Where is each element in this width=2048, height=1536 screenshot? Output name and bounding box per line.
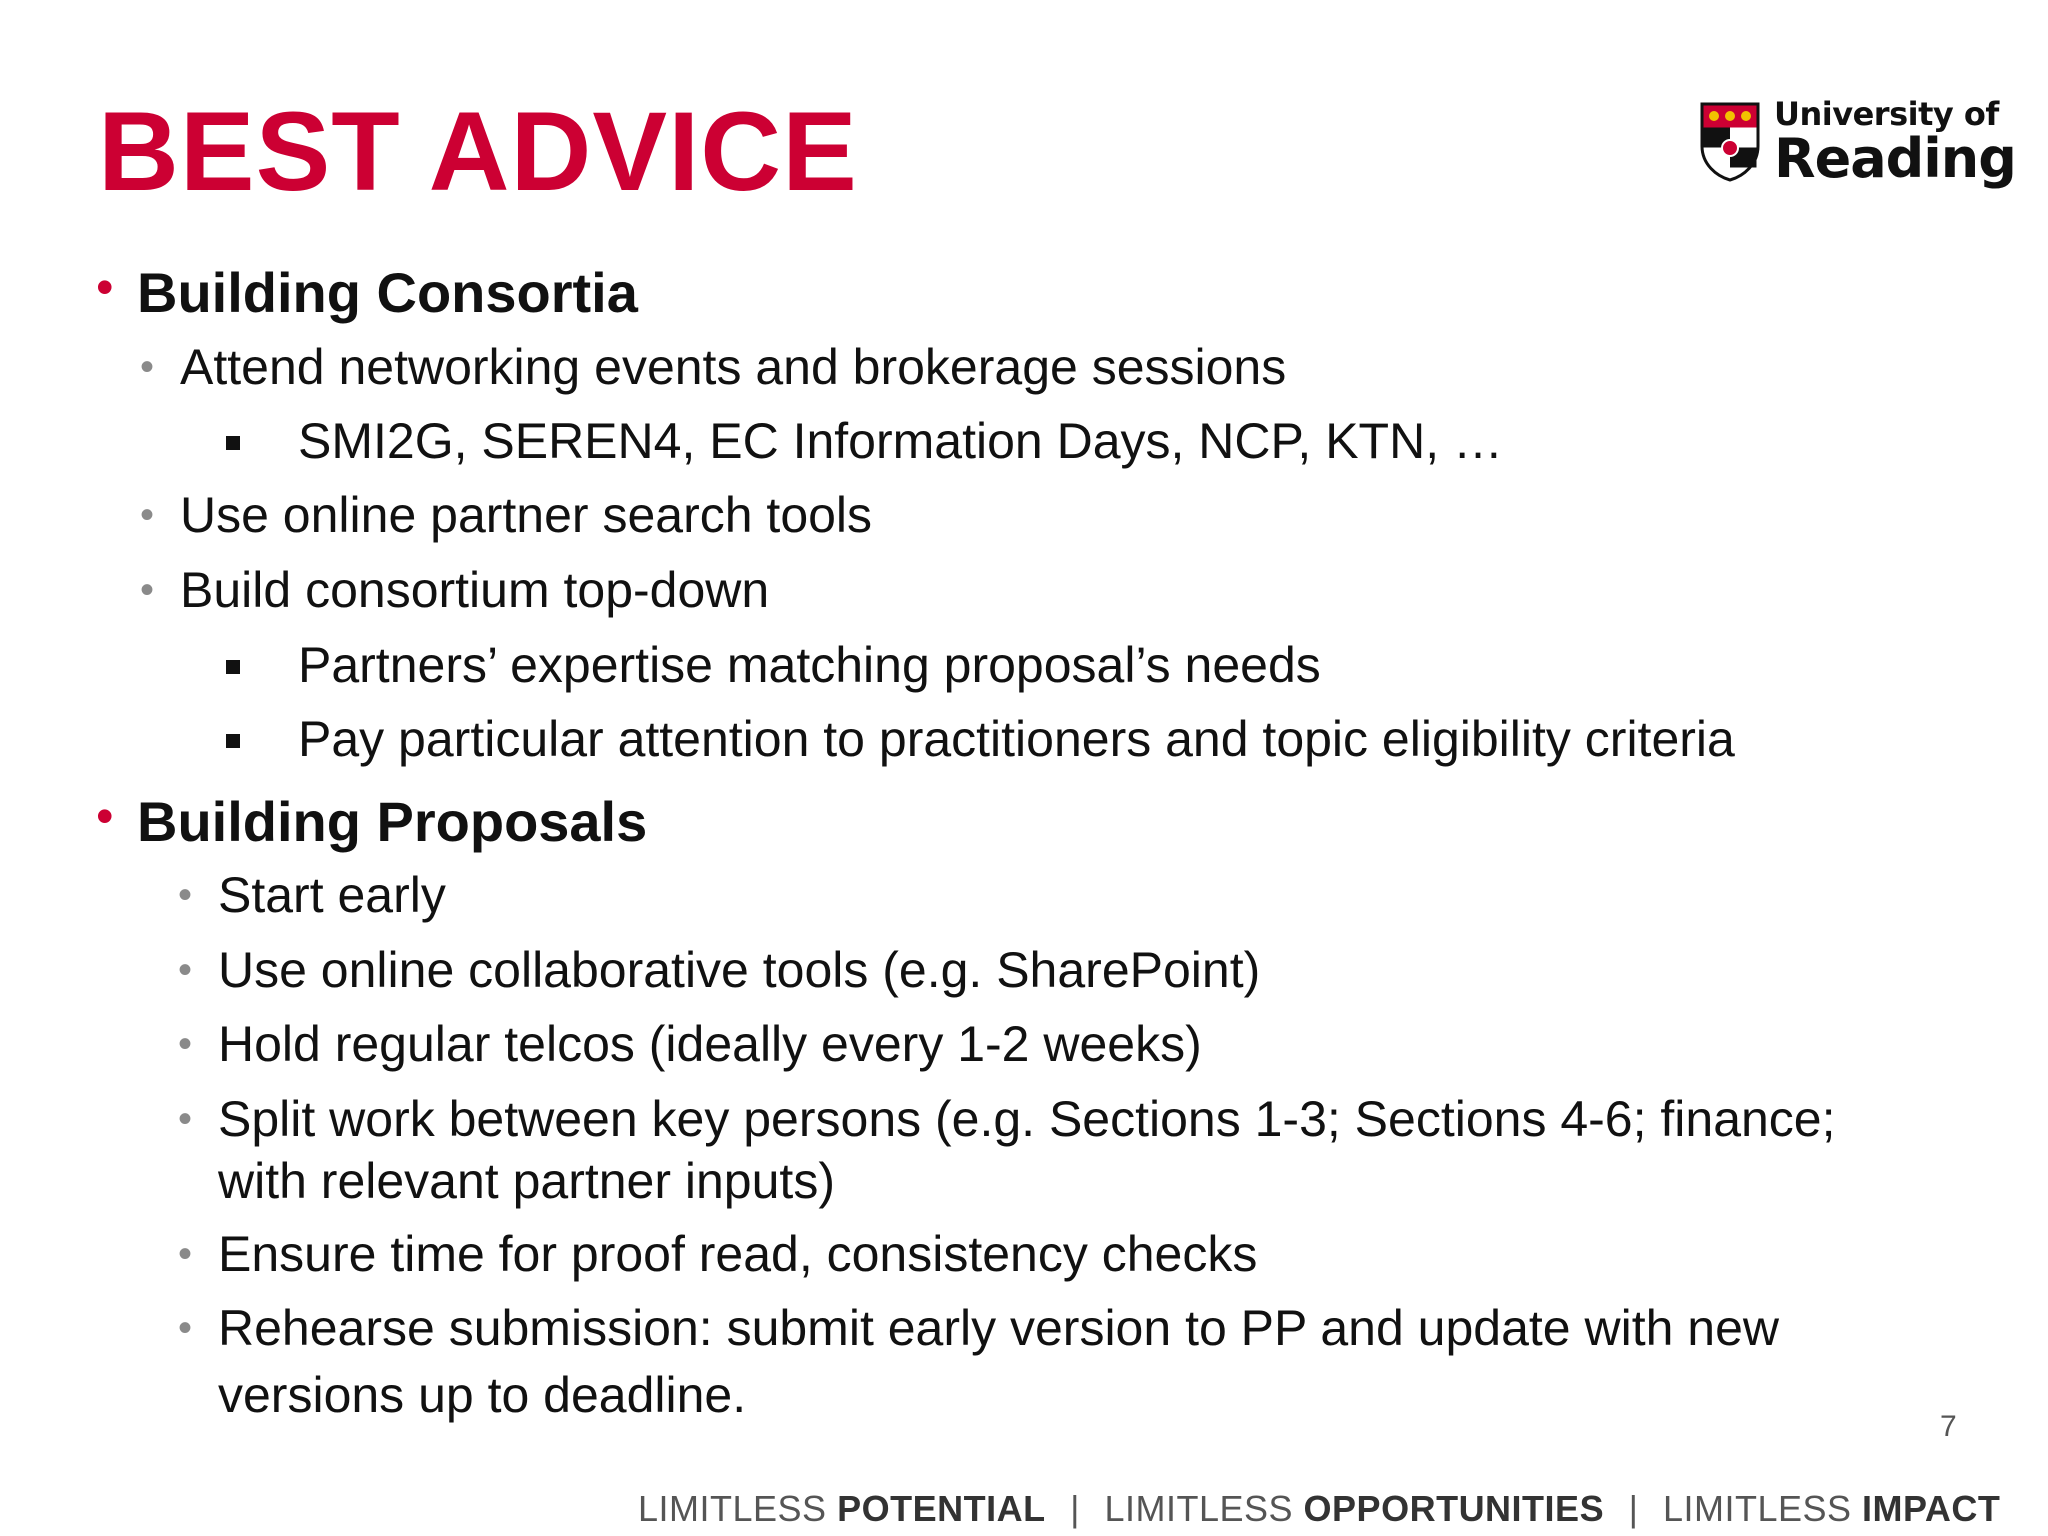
bullet-icon: • <box>178 948 193 992</box>
bullet-icon: • <box>140 568 155 612</box>
bullet-icon: • <box>178 873 193 917</box>
crest-icon <box>1700 102 1760 182</box>
list-item: Hold regular telcos (ideally every 1-2 weeks) <box>218 1016 1202 1072</box>
list-item: Use online partner search tools <box>180 487 873 543</box>
bullet-icon: • <box>96 788 114 844</box>
square-bullet-icon <box>226 660 240 674</box>
logo-line-2: Reading <box>1774 127 2016 190</box>
square-bullet-icon <box>226 436 240 450</box>
list-item-continuation: with relevant partner inputs) <box>218 1153 835 1209</box>
list-item: Start early <box>218 867 446 923</box>
footer-light-1: LIMITLESS <box>638 1488 827 1529</box>
list-item: Split work between key persons (e.g. Sections 1-3; Sections 4-6; finance; <box>218 1091 1836 1147</box>
footer-light-2: LIMITLESS <box>1104 1488 1294 1529</box>
list-item: Pay particular attention to practitioners and topic eligibility criteria <box>298 711 1735 767</box>
footer-separator-2: | <box>1628 1488 1639 1529</box>
page-number: 7 <box>1940 1410 1957 1443</box>
bullet-icon: • <box>96 259 114 315</box>
footer-light-3: LIMITLESS <box>1662 1488 1852 1529</box>
footer-bold-3: IMPACT <box>1862 1488 2001 1529</box>
footer-bold-2: OPPORTUNITIES <box>1303 1488 1605 1529</box>
list-item: Rehearse submission: submit early version to PP and update with new <box>218 1300 1780 1356</box>
footer-tagline <box>638 1488 2000 1530</box>
heading-building-proposals: Building Proposals <box>137 790 648 853</box>
list-item: Attend networking events and brokerage sessions <box>180 339 1287 395</box>
list-item: Build consortium top-down <box>180 562 770 618</box>
list-item: Ensure time for proof read, consistency checks <box>218 1226 1258 1282</box>
bullet-icon: • <box>140 493 155 537</box>
square-bullet-icon <box>226 734 240 748</box>
bullet-icon: • <box>178 1306 193 1350</box>
heading-building-consortia: Building Consortia <box>137 261 638 324</box>
bullet-icon: • <box>140 345 155 389</box>
list-item: SMI2G, SEREN4, EC Information Days, NCP, KTN, … <box>298 413 1503 469</box>
bullet-icon: • <box>178 1097 193 1141</box>
bullet-icon: • <box>178 1022 193 1066</box>
bullet-icon: • <box>178 1232 193 1276</box>
list-item: Use online collaborative tools (e.g. SharePoint) <box>218 942 1261 998</box>
list-item: Partners’ expertise matching proposal’s needs <box>298 637 1321 693</box>
footer-bold-1: POTENTIAL <box>837 1488 1046 1529</box>
footer-separator-1: | <box>1070 1488 1080 1529</box>
logo-line-1: University of <box>1774 95 1999 133</box>
page-title: BEST ADVICE <box>98 89 858 214</box>
university-logo <box>1700 95 2016 190</box>
list-item-continuation: versions up to deadline. <box>218 1367 747 1423</box>
